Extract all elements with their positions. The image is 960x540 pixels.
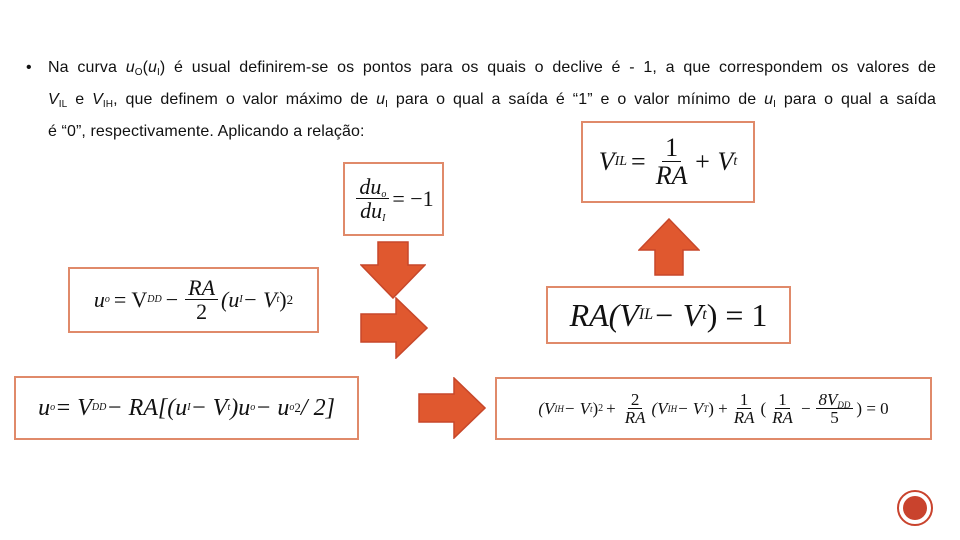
sub: o: [289, 402, 295, 413]
frac-8vdd-5: [816, 391, 854, 427]
sub: IL: [638, 306, 654, 323]
sub: o: [381, 188, 387, 200]
logo-inner: [903, 496, 927, 520]
sub: t: [276, 294, 280, 305]
var-ui: u: [376, 91, 386, 108]
text: RA: [772, 407, 793, 427]
paragraph-line-1: [48, 52, 936, 84]
text: ): [279, 287, 287, 312]
bullet-dot: •: [26, 59, 32, 76]
text: − V: [242, 287, 277, 312]
text: para o qual a saída: [775, 91, 937, 108]
equation-uo-quadratic: [68, 267, 319, 333]
sub: DD: [91, 402, 107, 413]
sub: o: [104, 294, 110, 305]
sub: t: [702, 306, 707, 323]
paragraph-line-2: [48, 84, 936, 116]
frac-derivative: [356, 173, 389, 224]
sub: t: [589, 403, 593, 414]
sub: I: [773, 99, 776, 110]
text: / 2]: [300, 394, 335, 421]
text: u: [38, 394, 51, 421]
text: = V: [55, 394, 92, 421]
sub: T: [703, 403, 709, 414]
text: 5: [830, 407, 839, 427]
equation-ra: [546, 286, 791, 344]
sub: DD: [147, 294, 162, 305]
sub: DD: [837, 399, 851, 410]
text: e: [67, 91, 93, 108]
text: para o qual a saída é “1” e o valor mínimo de: [387, 91, 765, 108]
text: V: [598, 146, 615, 176]
sup: 2: [286, 292, 294, 307]
text: Na curva: [48, 59, 126, 76]
text: 1: [662, 135, 681, 162]
text: u: [93, 287, 105, 312]
text: )u: [230, 394, 251, 421]
var-uo: u: [125, 59, 135, 76]
sub: o: [50, 402, 56, 413]
text: − RA[(u: [106, 394, 188, 421]
text: 8V: [818, 389, 838, 409]
paragraph-line-3: [48, 116, 936, 148]
text: RA: [624, 407, 646, 427]
text: + V: [693, 146, 734, 176]
sub: I: [187, 402, 191, 413]
sub: o: [250, 402, 256, 413]
slide-logo-icon: [897, 490, 933, 526]
sup: 2: [598, 403, 604, 414]
bullet-paragraph: [26, 52, 936, 148]
text: (V: [651, 398, 668, 418]
text: RA(V: [569, 296, 639, 333]
text: RA: [733, 407, 755, 427]
text: +: [606, 398, 616, 418]
sub: IL: [614, 153, 628, 169]
text: é “0”, respectivamente. Aplicando a relação:: [48, 123, 365, 140]
text: RA: [188, 274, 216, 300]
text: = V: [113, 287, 148, 312]
sub: t: [733, 153, 738, 169]
text: ) = 1: [706, 296, 768, 333]
paragraph-body: [48, 52, 936, 148]
arrow-up-icon: [638, 218, 700, 276]
text: −: [800, 398, 811, 418]
text: 2: [628, 391, 643, 409]
text: RA: [655, 160, 688, 190]
sub: IH: [102, 99, 114, 110]
sub: t: [227, 402, 231, 413]
sup: 2: [294, 400, 301, 415]
var-vil: V: [48, 91, 59, 108]
sub: IH: [554, 403, 564, 414]
text: (V: [538, 398, 555, 418]
equation-uo-full: [14, 376, 359, 440]
sub: O: [134, 67, 143, 78]
var-ui: u: [764, 91, 774, 108]
text: − V: [653, 296, 703, 333]
text: − V: [563, 398, 590, 418]
text: −: [165, 287, 179, 312]
text: ): [592, 398, 599, 418]
text: (: [760, 398, 767, 418]
frac-1-ra: [653, 132, 691, 190]
var-vih: V: [92, 91, 103, 108]
frac-2-ra: [622, 391, 649, 427]
sub: IH: [667, 403, 678, 414]
text: = −1: [392, 186, 434, 211]
text: =: [631, 146, 646, 176]
sub: I: [239, 294, 243, 305]
text: − V: [190, 394, 228, 421]
text: du: [359, 173, 382, 199]
frac-1-ra-a: [731, 391, 758, 427]
text: − u: [255, 394, 290, 421]
sub: I: [382, 212, 386, 224]
equation-vil: [581, 121, 755, 203]
var-ui: u: [148, 59, 158, 76]
frac-ra-2: [185, 274, 218, 324]
arrow-down-icon: [360, 241, 426, 299]
arrow-right-icon: [360, 297, 428, 359]
frac-1-ra-b: [769, 391, 796, 427]
text: 2: [196, 298, 208, 324]
text: ) é usual definirem-se os pontos para os quais o declive é - 1, a que correspondem os valores de: [159, 59, 936, 76]
text: − V: [677, 398, 704, 418]
equation-derivative: [343, 162, 444, 236]
text: (u: [221, 287, 240, 312]
text: du: [360, 197, 383, 223]
text: ) = 0: [856, 398, 889, 418]
sub: IL: [58, 99, 68, 110]
text: 1: [775, 391, 790, 409]
text: (: [142, 59, 149, 76]
text: ) +: [708, 398, 728, 418]
sub: I: [157, 67, 160, 78]
text: 1: [737, 391, 752, 409]
equation-vih: [495, 377, 932, 440]
arrow-right-icon: [418, 377, 486, 439]
sub: I: [385, 99, 388, 110]
text: , que definem o valor máximo de: [113, 91, 377, 108]
